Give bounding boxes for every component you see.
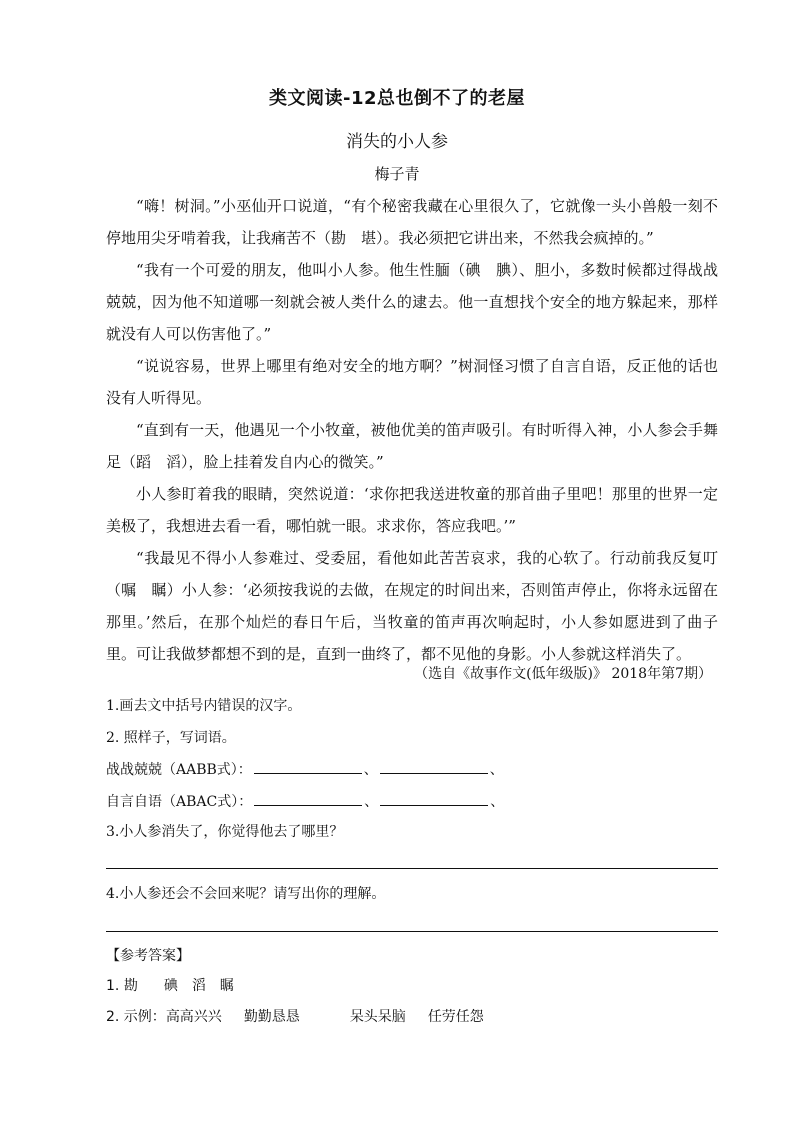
- answer-1: [106, 972, 234, 1000]
- answer-word: 高高兴兴: [165, 1009, 222, 1025]
- separator: 、: [489, 762, 504, 778]
- question-3: 3.小人参消失了，你觉得他去了哪里？: [106, 824, 344, 840]
- answer-blank[interactable]: [254, 791, 362, 806]
- answer-word: 勤勤恳恳: [243, 1009, 300, 1025]
- separator: 、: [363, 762, 378, 778]
- answer-heading: 【参考答案】: [106, 948, 190, 964]
- source-citation: （选自《故事作文(低年级版)》 2018年第7期）: [414, 666, 712, 682]
- question-4: 4.小人参还会不会回来呢？请写出你的理解。: [106, 886, 386, 902]
- answer-2-prefix: 2. 示例：: [106, 1009, 166, 1025]
- question-2b-label: 自言自语（ABAC式）：: [106, 794, 253, 810]
- paragraph-3: “说说容易，世界上哪里有绝对安全的地方啊？”树洞怪习惯了自言自语，反正他的话也没有人听得见。: [106, 357, 718, 407]
- question-2: 2. 照样子，写词语。: [106, 730, 236, 746]
- document-title: 类文阅读-12总也倒不了的老屋: [268, 88, 526, 109]
- separator: 、: [364, 794, 379, 810]
- paragraph-1: “嗨！树洞。”小巫仙开口说道，“有个秘密我藏在心里很久了，它就像一头小兽般一刻不停地用尖牙啃着我，让我痛苦不（勘 堪）。我必须把它讲出来，不然我会疯掉的。”: [106, 197, 718, 247]
- story-title: 消失的小人参: [346, 132, 448, 152]
- answer-blank[interactable]: [380, 791, 488, 806]
- answer-word: 呆头呆脑: [349, 1009, 406, 1025]
- answer-line-4[interactable]: [106, 931, 718, 932]
- answer-word: 勘: [123, 978, 138, 994]
- story-passage: [106, 190, 718, 670]
- answer-word: 滔: [191, 978, 206, 994]
- answer-blank[interactable]: [254, 759, 362, 774]
- paragraph-4: “直到有一天，他遇见一个小牧童，被他优美的笛声吸引。有时听得入神，小人参会手舞足（蹈 滔），脸上挂着发自内心的微笑。”: [106, 421, 718, 471]
- author-name: 梅子青: [374, 165, 420, 183]
- separator: 、: [490, 794, 505, 810]
- question-2a: [106, 756, 504, 784]
- paragraph-6: “我最见不得小人参难过、受委屈，看他如此苦苦哀求，我的心软了。行动前我反复叮（嘱 瞩）小人参：‘必须按我说的去做，在规定的时间出来，否则笛声停止，你将永远留在那里。’然后，在那个灿烂的春日午后，当牧童的笛声再次响起时，小人参如愿进到了曲子里。可让我做梦都想不到的是，直到一曲终了，都不见他的身影。小人参就这样消失了。: [106, 549, 718, 663]
- answer-word: 瞩: [219, 978, 234, 994]
- answer-word: 碘: [163, 978, 178, 994]
- paragraph-5: 小人参盯着我的眼睛，突然说道：‘求你把我送进牧童的那首曲子里吧！那里的世界一定美极了，我想进去看一看，哪怕就一眼。求求你，答应我吧。’”: [106, 485, 718, 535]
- answer-2: [106, 1003, 484, 1031]
- answer-line-3[interactable]: [106, 868, 718, 869]
- question-2b: [106, 788, 504, 816]
- question-2a-label: 战战兢兢（AABB式）：: [106, 762, 252, 778]
- question-1: 1.画去文中括号内错误的汉字。: [106, 698, 302, 714]
- answer-word: 任劳任怨: [427, 1009, 484, 1025]
- answer-1-number: 1.: [106, 978, 124, 994]
- answer-blank[interactable]: [380, 759, 488, 774]
- paragraph-2: “我有一个可爱的朋友，他叫小人参。他生性腼（碘 腆）、胆小，多数时候都过得战战兢兢，因为他不知道哪一刻就会被人类什么的逮去。他一直想找个安全的地方躲起来，那样就没有人可以伤害他了。”: [106, 261, 718, 343]
